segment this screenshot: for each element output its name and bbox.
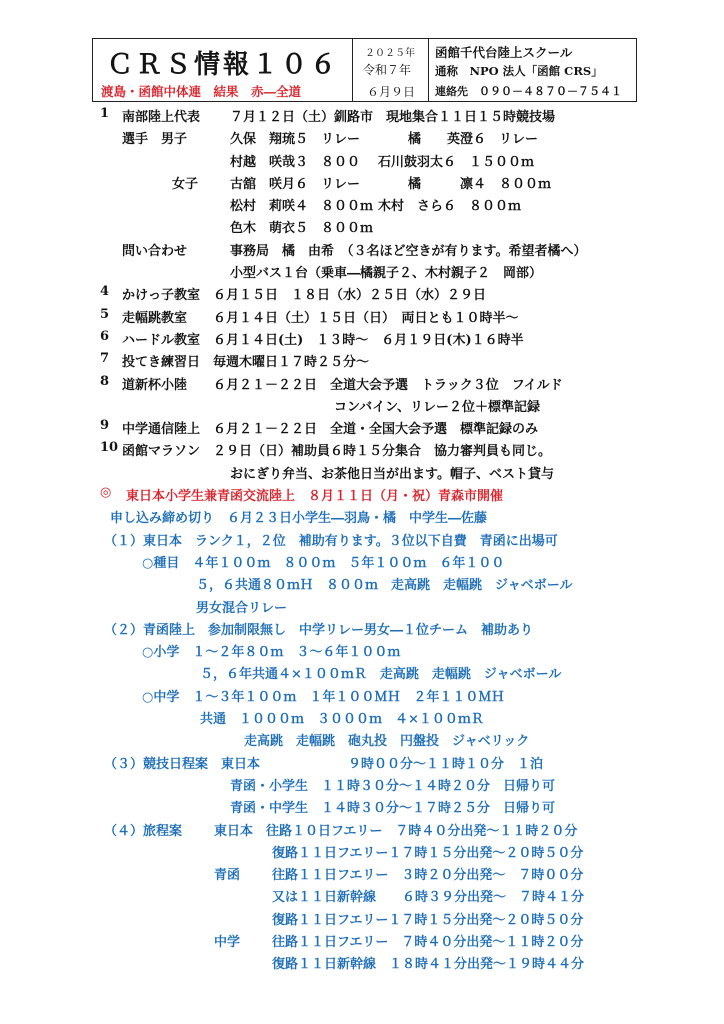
notice-line xyxy=(100,883,660,905)
notice-line xyxy=(100,705,660,727)
notice-line xyxy=(100,817,660,839)
notice-line xyxy=(100,638,660,660)
line-text: 投てき練習日 毎週木曜日１７時２５分～ xyxy=(122,355,370,371)
org-cell xyxy=(429,39,635,101)
line-text: 往路１１日フエリー ７時４０分出発～１１時２０分 xyxy=(272,934,584,950)
line-text: 青函 xyxy=(214,868,241,884)
item-number: ◎ xyxy=(100,485,112,501)
line-text: 復路１１日フエリー１７時１５分出発～２０時５０分 xyxy=(272,845,584,861)
line-text: 東日本 往路１０日フエリー ７時４０分出発～１１時２０分 xyxy=(214,823,578,839)
header-box xyxy=(92,38,637,102)
date-cell xyxy=(353,39,429,101)
notice-line xyxy=(100,727,660,749)
line-text: （２）青函陸上 参加制限無し 中学リレー男女―１位チーム 補助あり xyxy=(104,622,534,638)
issue-date: ６月９日 xyxy=(367,85,416,99)
line-text: ９時００分～１１時１０分 １泊 xyxy=(348,756,544,772)
notice-body xyxy=(100,103,660,973)
line-text: 中学通信陸上 ６月２１－２２日 全道・全国大会予選 標準記録のみ xyxy=(122,422,539,438)
notice-line xyxy=(100,683,660,705)
line-text: 走幅跳教室 ６月１４日（土）１５日（日） 両日とも１０時半～ xyxy=(122,310,519,326)
org-name: 函館千代台陸上スクール xyxy=(435,45,573,60)
notice-line xyxy=(100,861,660,883)
item-number: 10 xyxy=(100,440,119,456)
line-text: ハードル教室 ６月１４日(土) １３時～ ６月１９日(木)１６時半 xyxy=(122,332,524,348)
notice-line xyxy=(100,460,660,482)
line-text: （４）旅程案 xyxy=(104,823,183,839)
item-number: 9 xyxy=(100,418,110,434)
notice-line xyxy=(100,594,660,616)
notice-line xyxy=(100,839,660,861)
notice-line xyxy=(100,437,660,459)
notice-line xyxy=(100,616,660,638)
line-text: 青函・中学生 １４時３０分～１７時２５分 日帰り可 xyxy=(230,801,556,817)
notice-line xyxy=(100,393,660,415)
line-text: 道新杯小陸 ６月２１－２２日 全道大会予選 トラック３位 フイルド xyxy=(122,377,563,393)
item-number: 5 xyxy=(100,306,110,322)
line-text: ○小学 １～２年８０ｍ ３～６年１００ｍ xyxy=(142,645,401,661)
line-text: （３）競技日程案 東日本 xyxy=(104,756,261,772)
notice-line xyxy=(100,906,660,928)
year-western: ２０２５年 xyxy=(365,48,415,59)
item-number: 6 xyxy=(100,328,110,344)
line-text: ○種目 ４年１００ｍ ８００ｍ ５年１００ｍ ６年１００ xyxy=(142,555,505,571)
subtitle: 渡島・函館中体連 結果 赤―全道 xyxy=(101,84,302,99)
line-text: 問い合わせ xyxy=(122,243,188,259)
line-text: 事務局 橘 由希 （３名ほど空きが有ります。希望者橘へ） xyxy=(230,243,587,259)
line-text: ５，６共通８０ｍＨ ８００ｍ 走高跳 走幅跳 ジャベボール xyxy=(196,578,573,594)
notice-line xyxy=(100,950,660,972)
org-contact: 連絡先 ０９０－４８７０－７５４１ xyxy=(435,85,622,98)
line-text: 共通 １０００ｍ ３０００ｍ ４×１００ｍＲ xyxy=(200,712,484,728)
year-japanese: 令和７年 xyxy=(363,63,412,77)
line-text: コンバイン、リレー２位＋標準記録 xyxy=(334,399,541,415)
notice-line xyxy=(100,192,660,214)
notice-line xyxy=(100,504,660,526)
notice-line xyxy=(100,125,660,147)
line-text: 復路１１日新幹線 １８時４１分出発～１９時４４分 xyxy=(272,957,585,973)
notice-line xyxy=(100,148,660,170)
notice-line xyxy=(100,750,660,772)
line-text: 復路１１日フエリー１７時１５分出発～２０時５０分 xyxy=(272,912,584,928)
notice-line xyxy=(100,549,660,571)
page-title: ＣＲＳ情報１０６ xyxy=(107,50,340,80)
notice-line xyxy=(100,259,660,281)
notice-line xyxy=(100,237,660,259)
item-number: 8 xyxy=(100,373,110,389)
line-text: 村越 咲哉３ ８００ xyxy=(230,154,361,170)
line-text: 青函・小学生 １１時３０分～１４時２０分 日帰り可 xyxy=(230,778,556,794)
line-text: 申し込み締め切り ６月２３日小学生―羽鳥・橘 中学生―佐藤 xyxy=(110,511,488,527)
line-text: 走高跳 走幅跳 砲丸投 円盤投 ジャベリック xyxy=(244,734,530,750)
item-number: 7 xyxy=(100,351,110,367)
notice-line xyxy=(100,660,660,682)
notice-line xyxy=(100,281,660,303)
notice-line xyxy=(100,103,660,125)
line-text: 色木 萌衣５ ８００ｍ xyxy=(230,221,374,237)
notice-line xyxy=(100,571,660,593)
line-text: 函館マラソン ２９日（日）補助員６時１５分集合 協力審判員も同じ。 xyxy=(122,444,552,460)
item-number: 4 xyxy=(100,284,110,300)
line-text: ５，６年共通４×１００ｍＲ 走高跳 走幅跳 ジャベボール xyxy=(200,667,562,683)
line-text: 橘 凛４ ８００ｍ xyxy=(408,176,552,192)
org-nickname: 通称 NPO 法人「函館 CRS」 xyxy=(435,64,603,78)
title-cell xyxy=(93,39,353,101)
line-text: 木村 さら６ ８００ｍ xyxy=(378,199,522,215)
line-text: ７月１２日（土）釧路市 現地集合１１日１５時競技場 xyxy=(230,110,556,125)
line-text: 古舘 咲月６ リレー xyxy=(230,176,361,192)
notice-line xyxy=(100,371,660,393)
notice-line xyxy=(100,170,660,192)
notice-line xyxy=(100,214,660,236)
line-text: 中学 xyxy=(214,934,241,950)
line-text: ○中学 １～３年１００ｍ １年１００ＭＨ ２年１１０ＭＨ xyxy=(142,689,505,705)
line-text: 松村 莉咲４ ８００ｍ xyxy=(230,199,374,215)
line-text: 小型バス１台（乗車―橘親子２、木村親子２ 岡部） xyxy=(230,266,543,282)
notice-line xyxy=(100,772,660,794)
line-text: 久保 翔琉５ リレー xyxy=(230,132,361,148)
notice-line xyxy=(100,527,660,549)
line-text: （１）東日本 ランク１，２位 補助有ります。３位以下自費 青函に出場可 xyxy=(104,533,558,549)
item-number: 1 xyxy=(100,106,110,121)
line-text: 女子 xyxy=(172,176,199,192)
notice-line xyxy=(100,304,660,326)
notice-line xyxy=(100,482,660,504)
notice-line xyxy=(100,928,660,950)
notice-line xyxy=(100,794,660,816)
line-text: 男女混合リレー xyxy=(196,600,288,616)
line-text: 往路１１日フエリー ３時２０分出発～ ７時００分 xyxy=(272,868,584,884)
notice-line xyxy=(100,326,660,348)
line-text: 橘 英澄６ リレー xyxy=(408,132,539,148)
line-text: 選手 男子 xyxy=(122,132,188,148)
line-text: 東日本小学生兼青函交流陸上 ８月１１日（月・祝）青森市開催 xyxy=(126,489,504,505)
line-text: 南部陸上代表 xyxy=(122,110,201,125)
line-text: かけっ子教室 ６月１５日 １８日（水）２５日（水）２９日 xyxy=(122,288,487,304)
notice-line xyxy=(100,348,660,370)
line-text: 又は１１日新幹線 ６時３９分出発～ ７時４１分 xyxy=(272,890,585,906)
notice-line xyxy=(100,415,660,437)
line-text: おにぎり弁当、お茶他日当が出ます。帽子、ベスト貸与 xyxy=(230,466,554,482)
line-text: 石川鼓羽太６ １５００ｍ xyxy=(378,154,535,170)
